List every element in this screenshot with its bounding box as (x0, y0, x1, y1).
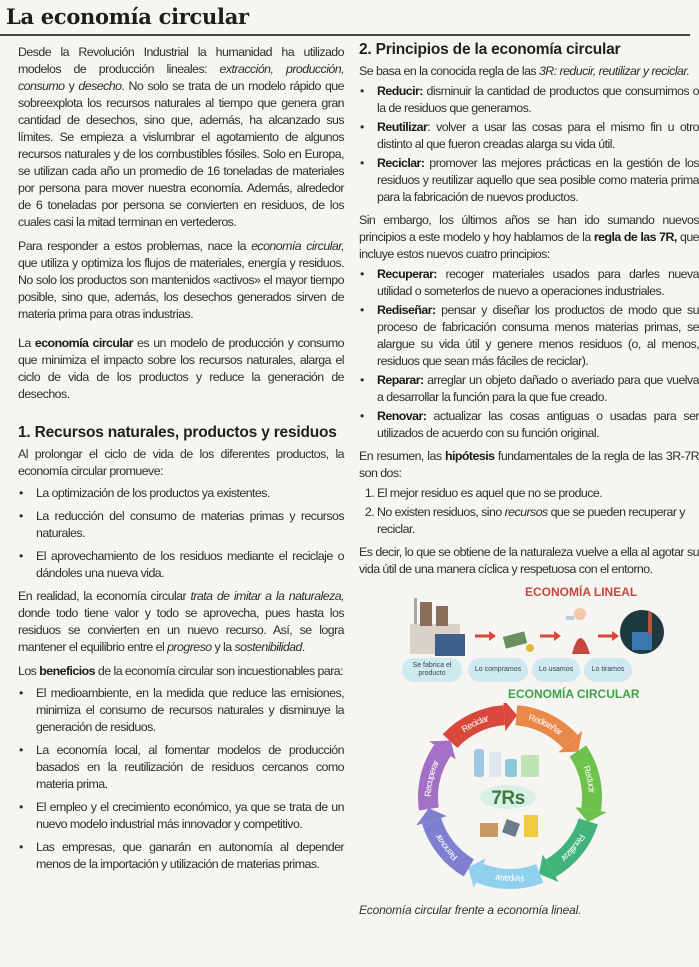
economy-figure (380, 582, 690, 900)
cycle-arrow-6 (416, 808, 469, 868)
hypotheses-list (359, 485, 699, 538)
intro-paragraph (18, 44, 344, 231)
text-run: La economía local, al fomentar modelos de producción basados en la reutilización de residuos cercanos como materia prima. (36, 743, 344, 791)
promotes-list (18, 485, 344, 582)
bold-text: hipótesis (444, 449, 495, 463)
three-r-list (359, 83, 699, 206)
text-run: . No solo se trata de un modelo rápido que sobreexplota los recursos naturales al tiempo que genera gran cantidad de desechos, sino que, además, ha alcanzado sus límites. Se empieza a vislumbrar el agotamiento de algunos recursos naturales y de los combustibles fósiles. Solo en Europa, se utilizan cada año un promedio de 16 toneladas de materiales por persona para mover nuestra economía. Además, alrededor de 6 toneladas por persona se convierten en residuos, de los cuales casi la mitad terminan en vertederos. (18, 79, 344, 229)
list-item (377, 155, 699, 206)
cycle-label: Reciclar (459, 713, 490, 735)
list-item (36, 548, 344, 582)
definition-paragraph (18, 335, 344, 403)
circular-economy-title: ECONOMÍA CIRCULAR (508, 687, 640, 701)
text-run: El empleo y el crecimiento económico, ya que se trata de un nuevo modelo industrial más innovador y competitivo. (36, 800, 344, 831)
cycle-label: Reparar (494, 872, 525, 885)
italic-text: economía circular, (251, 239, 344, 253)
text-run: Al prolongar el ciclo de vida de los diferentes productos, la economía circular promueve: (18, 447, 344, 478)
cycle-arrow-4 (539, 821, 588, 882)
cycle-label: Renovar (433, 832, 460, 863)
text-run: Las empresas, que ganarán en autonomía al depender menos de la importación y utilización de materias primas. (36, 840, 344, 871)
text-run: promover las mejores prácticas en la gestión de los residuos y reutilizar aquello que sea posible como materia prima para la fabricación de nuevos productos. (377, 156, 699, 204)
bold-text: economía circular (34, 336, 133, 350)
list-item (377, 119, 699, 153)
text-run: Desde la Revolución Industrial la humanidad ha utilizado modelos de producción lineales: (18, 45, 344, 76)
section-heading-1: 1. Recursos naturales, productos y residuos (18, 424, 337, 441)
page-title: La economía circular (6, 4, 249, 29)
list-item (377, 408, 699, 442)
linear-step-pill: Se fabrica el producto (402, 658, 462, 682)
text-run: Sin embargo, los últimos años se han ido sumando nuevos principios a este modelo y hoy hablamos de la (359, 213, 699, 244)
text-run: fundamentales de la regla de las 3R-7R son dos: (359, 449, 699, 480)
text-run: La optimización de los productos ya existentes. (36, 486, 270, 500)
text-run: El aprovechamiento de los residuos mediante el reciclaje o dándoles una nueva vida. (36, 549, 344, 580)
paragraph (18, 588, 344, 656)
linear-step-pill: Lo usamos (532, 658, 580, 682)
text-run: que se pueden recuperar y reciclar. (377, 505, 685, 536)
text-run: Es decir, lo que se obtiene de la naturaleza vuelve a ella al agotar su vida útil de una manera cíclica y respetuosa con el entorno. (359, 545, 699, 576)
text-run: y la (211, 640, 235, 654)
text-run: disminuir la cantidad de productos que consumimos o la de residuos que generamos. (377, 84, 699, 115)
person-drinking-icon (566, 608, 590, 654)
text-run: La (18, 336, 35, 350)
linear-step-pill: Lo compramos (468, 658, 528, 682)
text-run: No existen residuos, sino (377, 505, 505, 519)
italic-text: recursos (504, 505, 548, 519)
right-column (359, 40, 699, 919)
cycle-arrow-3 (575, 751, 607, 822)
text-run: actualizar las cosas antiguas o usadas para ser utilizados de acuerdo con su función original. (377, 409, 699, 440)
text-run: es un modelo de producción y consumo que minimiza el impacto sobre los recursos naturales, alarga el ciclo de vida de los productos y reduce la generación de desechos. (18, 336, 345, 401)
text-run: Se basa en la conocida regla de las (359, 64, 539, 78)
text-run: y (64, 79, 79, 93)
bold-text: Reutilizar (377, 120, 428, 134)
arrowhead-icon (503, 703, 517, 731)
list-item (36, 485, 344, 502)
text-run: La reducción del consumo de materias primas y recursos naturales. (36, 509, 344, 540)
list-item (377, 83, 699, 117)
linear-economy-title: ECONOMÍA LINEAL (525, 585, 638, 599)
bold-text: Reducir: (377, 84, 423, 98)
bold-text: Renovar: (377, 409, 427, 423)
italic-text: 3R: reducir, reutilizar y reciclar. (538, 64, 690, 78)
text-run: El mejor residuo es aquel que no se produce. (377, 486, 603, 500)
text-run: El medioambiente, en la medida que reduce las emisiones, minimiza el consumo de recursos naturales y disminuye la generación de residuos. (36, 686, 344, 734)
list-item (377, 485, 699, 502)
linear-step-pill: Lo tiramos (584, 658, 632, 682)
cycle-arrow-5 (468, 858, 540, 888)
cycle-label: Recuperar (422, 758, 441, 798)
seven-r-list (359, 266, 699, 442)
italic-text: progreso (167, 640, 212, 654)
bold-text: Reparar: (377, 373, 424, 387)
paragraph (18, 238, 344, 323)
italic-text: sostenibilidad (234, 640, 302, 654)
left-column (18, 44, 344, 879)
text-run: arreglar un objeto dañado o averiado para que vuelva a desarrollar la función para la que fue creado. (377, 373, 699, 404)
text-run: Para responder a estos problemas, nace la (18, 239, 252, 253)
cycle-label: Reducir (581, 764, 597, 793)
figure-caption: Economía circular frente a economía lineal. (359, 903, 582, 917)
bold-text: Rediseñar: (377, 303, 436, 317)
italic-text: extracción, producción, consumo (18, 62, 344, 93)
list-item (377, 372, 699, 406)
text-run: recoger materiales usados para darles nueva utilidad o someterlos de nuevo a operaciones industriales. (377, 267, 699, 298)
cycle-arrow-1 (450, 703, 517, 741)
text-run: donde todo tiene valor y todo se aprovecha, pues hasta los residuos se convierten en un nuevo recurso. Así, se logra mantener el equilibrio entre el (18, 606, 344, 654)
bold-text: regla de las 7R, (593, 230, 677, 244)
text-run: En realidad, la economía circular (18, 589, 191, 603)
list-item (377, 302, 699, 370)
text-run: pensar y diseñar los productos de modo que su proceso de fabricación consuma menos materias primas, se alargue su vida útil y genere menos residuos (o, al menos, residuos que sean más fáciles de reciclar). (377, 303, 699, 368)
circular-economy-cycle (380, 703, 690, 899)
section-heading-2: 2. Principios de la economía circular (359, 41, 621, 58)
paragraph (359, 544, 699, 578)
italic-text: trata de imitar a la naturaleza, (190, 589, 344, 603)
italic-text: desecho (78, 79, 122, 93)
list-item (36, 685, 344, 736)
text-run: : volver a usar las cosas para el mismo fin u otro distinto al que fueron creadas alarga su vida útil. (377, 120, 699, 151)
bold-text: Recuperar: (377, 267, 437, 281)
text-run: En resumen, las (359, 449, 445, 463)
text-run: que utiliza y optimiza los flujos de materiales, energía y residuos. No solo los productos son mantenidos «activos» el mayor tiempo posible, sino que, además, los desechos generados sirven de materia prima para otras industrias. (18, 256, 344, 321)
paragraph (359, 448, 699, 482)
list-item (377, 504, 699, 538)
benefits-list (18, 685, 344, 873)
cycle-label: Reutilizar (559, 832, 588, 864)
cycle-arrow-7 (423, 740, 456, 809)
text-run: Los (18, 664, 40, 678)
cycle-arrow-2 (516, 712, 582, 752)
paragraph (18, 446, 344, 480)
list-item (377, 266, 699, 300)
bold-text: Reciclar: (377, 156, 425, 170)
linear-economy-illustration (380, 596, 690, 658)
trash-bin-icon (620, 610, 664, 654)
paragraph (359, 63, 699, 80)
list-item (36, 508, 344, 542)
text-run: que incluye estos nuevos cuatro principios: (359, 230, 699, 261)
svg-text:Reparar (494, 873, 525, 884)
money-icon (503, 631, 534, 652)
paragraph (18, 663, 344, 680)
text-run: de la economía circular son incuestionables para: (95, 664, 344, 678)
bold-text: beneficios (39, 664, 96, 678)
paragraph (359, 212, 699, 263)
list-item (36, 799, 344, 833)
center-label: 7Rs (491, 788, 525, 809)
factory-icon (410, 598, 465, 656)
cycle-label: Rediseñar (527, 712, 565, 737)
list-item (36, 839, 344, 873)
text-run: . (301, 640, 305, 654)
list-item (36, 742, 344, 793)
